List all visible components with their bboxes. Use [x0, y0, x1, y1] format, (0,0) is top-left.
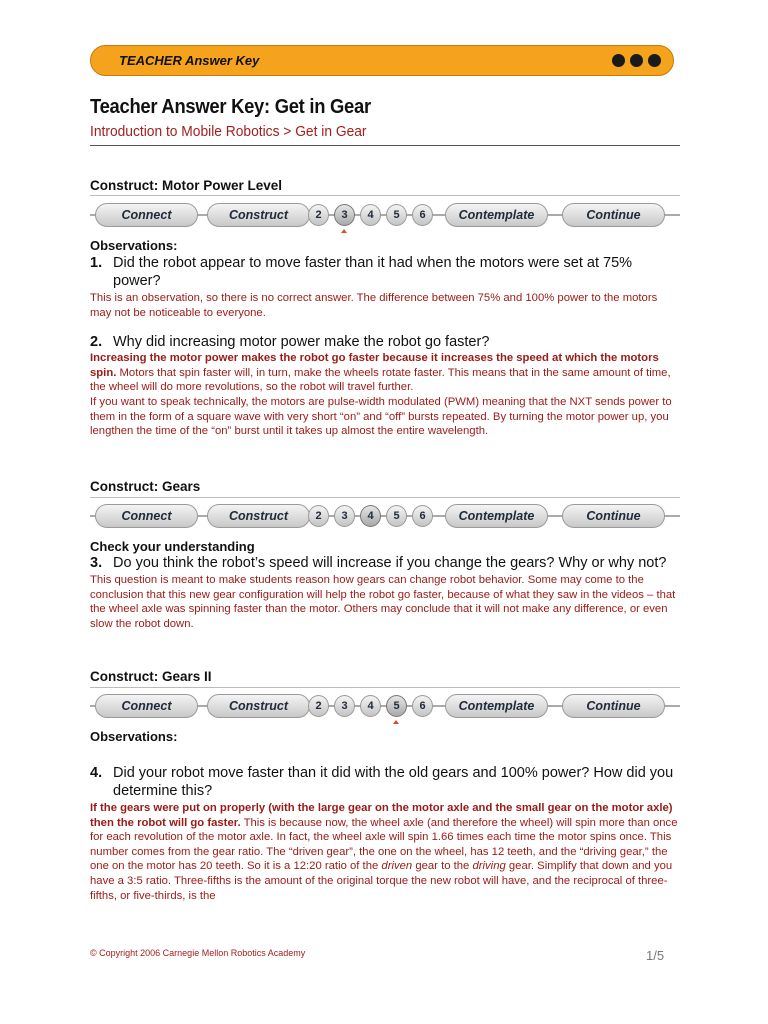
- nav-bar: [90, 200, 680, 230]
- answer-bold: If the gears were put on properly (with the large gear on the motor axle and the small gear on the motor axle) then the robot will go faster.: [90, 802, 673, 829]
- nav-step-6[interactable]: 6: [412, 695, 433, 717]
- answer-text: This question is meant to make students reason how gears can change robot behavior. Some may come to the conclusion that this new gear configuration will help the robot go faster, because of what they saw in the videos – that the wheel axle was spinning faster than the motor. Others may conclude that it will not make any difference, or even slow the robot down.: [90, 574, 676, 630]
- section-divider: [90, 497, 680, 498]
- nav-contemplate-button[interactable]: Contemplate: [445, 694, 548, 718]
- current-step-marker-icon: [341, 229, 347, 233]
- question: [90, 764, 680, 800]
- subheading: Observations:: [90, 238, 178, 253]
- dot-icon: [648, 54, 661, 67]
- answer-italic: driven: [381, 860, 413, 873]
- answer-bold: Increasing the motor power makes the robot go faster because it increases the speed at which the motors spin.: [90, 352, 659, 379]
- nav-step-3[interactable]: 3: [334, 204, 355, 226]
- section-body: [90, 729, 680, 903]
- question-text: Did your robot move faster than it did with the old gears and 100% power? How did you determine this?: [113, 765, 674, 799]
- nav-contemplate-button[interactable]: Contemplate: [445, 504, 548, 528]
- banner-title: TEACHER Answer Key: [119, 53, 260, 68]
- answer-part: gear. Simplify that down and you have a 3:5 ratio. Three-fifths is the amount of the original torque the new robot will have, and the reciprocal of three-fifths, or five-thirds, is the: [90, 860, 673, 902]
- current-step-marker-icon: [393, 720, 399, 724]
- section-divider: [90, 687, 680, 688]
- banner-dots-icon: [612, 54, 661, 67]
- answer-text-2: If you want to speak technically, the motors are pulse-width modulated (PWM) meaning that the NXT sends power to them in the form of a square wave with very short “on” and “off” bursts repeated. By turning the motor power up, you lengthen the time of the “on” burst until it takes up almost the entire wavelength.: [90, 395, 672, 438]
- nav-step-2[interactable]: 2: [308, 204, 329, 226]
- nav-construct-button[interactable]: Construct: [207, 504, 310, 528]
- question-number: 4.: [90, 765, 103, 781]
- section-gears-ii: [90, 669, 680, 684]
- section-motor-power: [90, 178, 680, 193]
- nav-bar: [90, 501, 680, 531]
- header-banner: [90, 45, 674, 76]
- dot-icon: [630, 54, 643, 67]
- breadcrumb: Introduction to Mobile Robotics > Get in Gear: [90, 123, 367, 140]
- nav-step-2[interactable]: 2: [308, 505, 329, 527]
- nav-connect-button[interactable]: Connect: [95, 203, 198, 227]
- question-number: 1.: [90, 255, 103, 271]
- nav-step-6[interactable]: 6: [412, 204, 433, 226]
- question-number: 2.: [90, 334, 103, 351]
- question: [90, 554, 680, 572]
- nav-continue-button[interactable]: Continue: [562, 203, 665, 227]
- answer-rest: Motors that spin faster will, in turn, make the wheels rotate faster. This means that in the same amount of time, the wheel will do more revolutions, so the robot will travel further.: [90, 366, 671, 394]
- subheading: Check your understanding: [90, 539, 255, 554]
- nav-step-4[interactable]: 4: [360, 204, 381, 226]
- section-body: [90, 238, 680, 439]
- question-text: Do you think the robot’s speed will increase if you change the gears? Why or why not?: [113, 555, 667, 571]
- nav-step-3[interactable]: 3: [334, 505, 355, 527]
- nav-continue-button[interactable]: Continue: [562, 694, 665, 718]
- question-text: Why did increasing motor power make the robot go faster?: [113, 334, 490, 351]
- question: [90, 333, 680, 351]
- dot-icon: [612, 54, 625, 67]
- nav-contemplate-button[interactable]: Contemplate: [445, 203, 548, 227]
- nav-connect-button[interactable]: Connect: [95, 694, 198, 718]
- nav-step-5[interactable]: 5: [386, 505, 407, 527]
- nav-continue-button[interactable]: Continue: [562, 504, 665, 528]
- nav-step-2[interactable]: 2: [308, 695, 329, 717]
- page-number: 1/5: [646, 948, 665, 963]
- section-heading: Construct: Motor Power Level: [90, 178, 283, 193]
- section-heading: Construct: Gears II: [90, 669, 212, 684]
- answer-part: gear to the: [412, 860, 473, 873]
- nav-step-5[interactable]: 5: [386, 204, 407, 226]
- title-divider: [90, 145, 680, 146]
- section-divider: [90, 195, 680, 196]
- nav-step-5[interactable]: 5: [386, 695, 407, 717]
- copyright-text: © Copyright 2006 Carnegie Mellon Robotics Academy: [90, 948, 306, 958]
- answer-text: [90, 351, 680, 395]
- nav-construct-button[interactable]: Construct: [207, 203, 310, 227]
- page-title: Teacher Answer Key: Get in Gear: [90, 96, 371, 118]
- nav-step-4[interactable]: 4: [360, 695, 381, 717]
- answer-text: This is an observation, so there is no correct answer. The difference between 75% and 100% power to the motors may not be noticeable to everyone.: [90, 292, 658, 319]
- nav-step-6[interactable]: 6: [412, 505, 433, 527]
- answer-part: This is because now, the wheel axle (and therefore the wheel) will spin more than once for each revolution of the motor axle. In fact, the wheel axle will spin 1.66 times each time the motor spins once. This number comes from the gear ratio. The “driven gear”, the one on the wheel, has 12 teeth, and the “driving gear,” the one on the motor has 20 teeth. So it is a 12:20 ratio of the: [90, 816, 678, 873]
- nav-construct-button[interactable]: Construct: [207, 694, 310, 718]
- question-text: Did the robot appear to move faster than it had when the motors were set at 75% power?: [113, 255, 633, 289]
- question: [90, 254, 680, 290]
- nav-step-4[interactable]: 4: [360, 505, 381, 527]
- answer-italic: driving: [472, 860, 506, 873]
- nav-step-3[interactable]: 3: [334, 695, 355, 717]
- nav-bar: [90, 691, 680, 721]
- answer-text: [90, 801, 680, 903]
- subheading: Observations:: [90, 729, 178, 744]
- question-number: 3.: [90, 555, 103, 571]
- section-heading: Construct: Gears: [90, 479, 201, 494]
- nav-connect-button[interactable]: Connect: [95, 504, 198, 528]
- section-gears: [90, 479, 680, 494]
- section-body: [90, 539, 680, 631]
